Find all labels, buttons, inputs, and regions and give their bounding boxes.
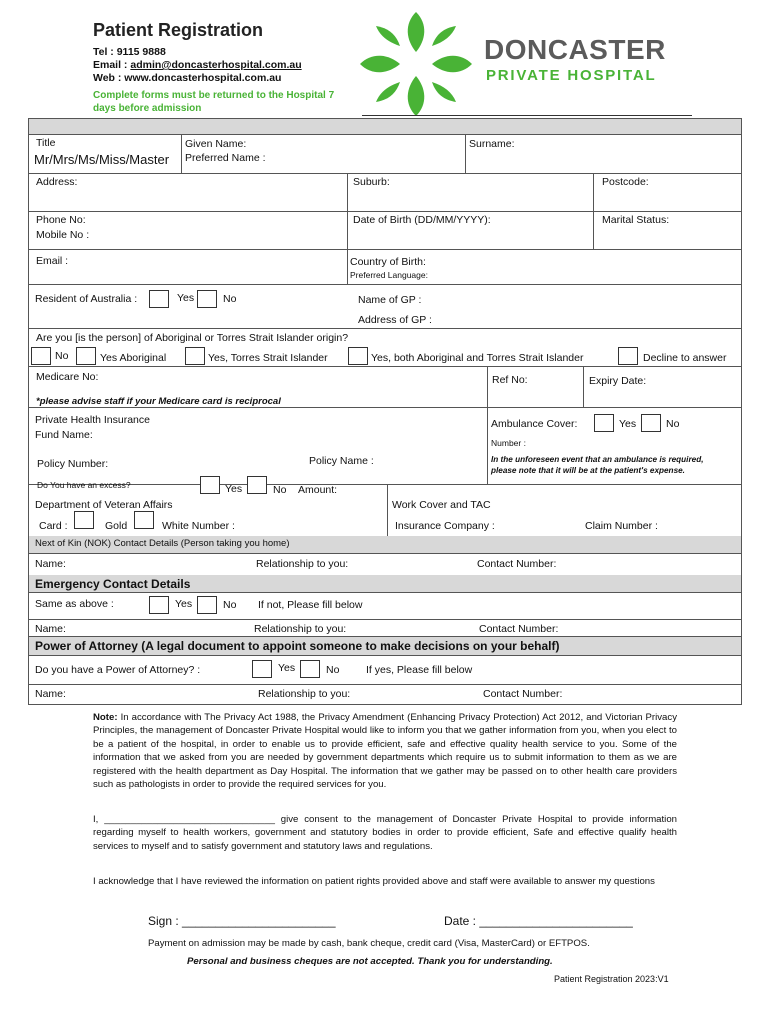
ambulance-note-1: In the unforeseen event that an ambulance is required, [491, 455, 704, 464]
poa-no-checkbox[interactable] [300, 660, 320, 678]
poa-name-label[interactable]: Name: [35, 688, 66, 700]
emergency-no-label: No [223, 599, 237, 611]
torres-checkbox[interactable] [185, 347, 205, 365]
title-label: Title [36, 137, 56, 149]
insurance-company-label[interactable]: Insurance Company : [395, 520, 495, 532]
aboriginal-question: Are you [is the person] of Aboriginal or Torres Strait Islander origin? [36, 332, 349, 344]
resident-yes-checkbox[interactable] [149, 290, 169, 308]
emergency-heading: Emergency Contact Details [35, 577, 191, 591]
tel-line: Tel : 9115 9888 [93, 46, 166, 58]
consent-text: I, ________________________________ give consent to the management of Doncaster Private Hospital to provide information regarding myself to health workers, government and statutory bodies in order to provide efficient, Safe and effective qualify health services to myself and to satisfy government and statutory laws and regulations. [93, 814, 677, 852]
phi-label: Private Health Insurance [35, 414, 150, 426]
resident-no-checkbox[interactable] [197, 290, 217, 308]
dva-white-checkbox[interactable] [134, 511, 154, 529]
both-label: Yes, both Aboriginal and Torres Strait Islander [371, 352, 584, 364]
date-field[interactable]: Date : _______________________ [444, 914, 633, 928]
sign-field[interactable]: Sign : _______________________ [148, 914, 336, 928]
resident-label: Resident of Australia : [35, 293, 138, 305]
decline-checkbox[interactable] [618, 347, 638, 365]
policy-number-label[interactable]: Policy Number: [37, 458, 109, 470]
same-as-above-label: Same as above : [35, 598, 114, 610]
ambulance-note-2: please note that it will be at the patient's expense. [491, 466, 685, 475]
both-checkbox[interactable] [348, 347, 368, 365]
excess-no-label: No [273, 484, 287, 496]
cheques-text: Personal and business cheques are not accepted. Thank you for understanding. [187, 956, 553, 967]
policy-name-label[interactable]: Policy Name : [309, 455, 374, 467]
excess-amount-label[interactable]: Amount: [298, 484, 338, 496]
payment-text: Payment on admission may be made by cash, bank cheque, credit card (Visa, MasterCard) or EFTPOS. [148, 938, 590, 949]
email-field[interactable]: Email : [36, 255, 69, 267]
poa-contact-label[interactable]: Contact Number: [483, 688, 563, 700]
phone-label[interactable]: Phone No: [36, 214, 86, 226]
surname-label[interactable]: Surname: [469, 138, 515, 150]
if-yes-label: If yes, Please fill below [366, 664, 473, 676]
email-link[interactable]: admin@doncasterhospital.com.au [130, 59, 302, 71]
marital-label[interactable]: Marital Status: [602, 214, 670, 226]
expiry-label[interactable]: Expiry Date: [589, 375, 647, 387]
dob-label[interactable]: Date of Birth (DD/MM/YYYY): [353, 214, 491, 226]
white-number-label[interactable]: White Number : [162, 520, 235, 532]
resident-no-label: No [223, 293, 237, 305]
mobile-label[interactable]: Mobile No : [36, 229, 90, 241]
email-label: Email : [93, 59, 131, 71]
privacy-note [93, 711, 677, 791]
torres-label: Yes, Torres Strait Islander [208, 352, 328, 364]
ambulance-label: Ambulance Cover: [491, 418, 578, 430]
medicare-note: *please advise staff if your Medicare card is reciprocal [36, 396, 281, 407]
ambulance-number-label[interactable]: Number : [491, 438, 526, 448]
hospital-logo-icon [360, 12, 472, 116]
ambulance-no-label: No [666, 418, 680, 430]
fund-name-label[interactable]: Fund Name: [35, 429, 93, 441]
notice-line-1: Complete forms must be returned to the Hospital 7 [93, 90, 335, 101]
resident-yes-label: Yes [177, 292, 195, 304]
nok-contact-label[interactable]: Contact Number: [477, 558, 557, 570]
page-title: Patient Registration [93, 20, 264, 40]
title-options[interactable]: Mr/Mrs/Ms/Miss/Master [34, 152, 170, 167]
aboriginal-no-checkbox[interactable] [31, 347, 51, 365]
dva-gold-checkbox[interactable] [74, 511, 94, 529]
nok-heading: Next of Kin (NOK) Contact Details (Person taking you home) [35, 538, 290, 549]
note-label: Note: [93, 712, 118, 723]
registration-form [28, 118, 742, 704]
emergency-name-label[interactable]: Name: [35, 623, 66, 635]
emergency-no-checkbox[interactable] [197, 596, 217, 614]
emergency-contact-label[interactable]: Contact Number: [479, 623, 559, 635]
logo-name: DONCASTER [484, 34, 666, 65]
excess-yes-label: Yes [225, 483, 243, 495]
gp-name-label[interactable]: Name of GP : [358, 294, 422, 306]
logo-subtitle: PRIVATE HOSPITAL [486, 67, 657, 84]
card-label: Card : [39, 520, 68, 532]
poa-yes-label: Yes [278, 662, 296, 674]
emergency-yes-label: Yes [175, 598, 193, 610]
address-label[interactable]: Address: [36, 176, 78, 188]
poa-yes-checkbox[interactable] [252, 660, 272, 678]
medicare-label[interactable]: Medicare No: [36, 371, 99, 383]
form-top-bar [28, 118, 742, 134]
aboriginal-yes-label: Yes Aboriginal [100, 352, 167, 364]
dva-label: Department of Veteran Affairs [35, 499, 173, 511]
nok-name-label[interactable]: Name: [35, 558, 66, 570]
acknowledge-text: I acknowledge that I have reviewed the information on patient rights provided above and staff were available to answer my questions [93, 876, 655, 887]
poa-relationship-label[interactable]: Relationship to you: [258, 688, 351, 700]
given-name-label[interactable]: Given Name: [185, 138, 247, 150]
gold-label: Gold [105, 520, 128, 532]
ambulance-yes-label: Yes [619, 418, 637, 430]
note-text: In accordance with The Privacy Act 1988, the Privacy Amendment (Enhancing Privacy Protection) Act 2012, and Victorian Privacy Principles, the management of Doncaster Private Hospital would like to inform you that we gather information from you, when you elect to be a patient of the hospital, in order to enable us to provide efficient, safe and effective quality health service to you. Some of the information that we asked from you are needed by government departments which require us to submit information to them as we are registered with the health department as Day Hospital. The information that we gather may be passed on to other health care providers such as pathologists in order to provide the required services for you. [93, 712, 677, 791]
notice-line-2: days before admission [93, 103, 202, 114]
emergency-relationship-label[interactable]: Relationship to you: [254, 623, 347, 635]
poa-question: Do you have a Power of Attorney? : [35, 664, 201, 676]
decline-label: Decline to answer [643, 352, 727, 364]
nok-relationship-label[interactable]: Relationship to you: [256, 558, 349, 570]
ref-no-label[interactable]: Ref No: [492, 374, 528, 386]
aboriginal-yes-checkbox[interactable] [76, 347, 96, 365]
aboriginal-no-label: No [55, 350, 69, 362]
excess-label: Do You have an excess? [37, 480, 131, 490]
postcode-label[interactable]: Postcode: [602, 176, 649, 188]
claim-number-label[interactable]: Claim Number : [585, 520, 658, 532]
emergency-yes-checkbox[interactable] [149, 596, 169, 614]
work-cover-label: Work Cover and TAC [392, 499, 491, 511]
excess-no-checkbox[interactable] [247, 476, 267, 494]
excess-yes-checkbox[interactable] [200, 476, 220, 494]
country-birth-label[interactable]: Country of Birth: [350, 256, 426, 268]
footer-version: Patient Registration 2023:V1 [554, 974, 669, 984]
poa-no-label: No [326, 664, 340, 676]
header-divider [362, 115, 692, 116]
poa-heading: Power of Attorney (A legal document to appoint someone to make decisions on your behalf) [35, 639, 560, 653]
suburb-label[interactable]: Suburb: [353, 176, 390, 188]
ambulance-yes-checkbox[interactable] [594, 414, 614, 432]
preferred-name-label[interactable]: Preferred Name : [185, 152, 266, 164]
gp-address-label[interactable]: Address of GP : [358, 314, 432, 326]
preferred-language-label[interactable]: Preferred Language: [350, 270, 428, 280]
web-line[interactable]: Web : www.doncasterhospital.com.au [93, 72, 282, 84]
email-line [93, 59, 302, 71]
ambulance-no-checkbox[interactable] [641, 414, 661, 432]
if-not-label: If not, Please fill below [258, 599, 363, 611]
